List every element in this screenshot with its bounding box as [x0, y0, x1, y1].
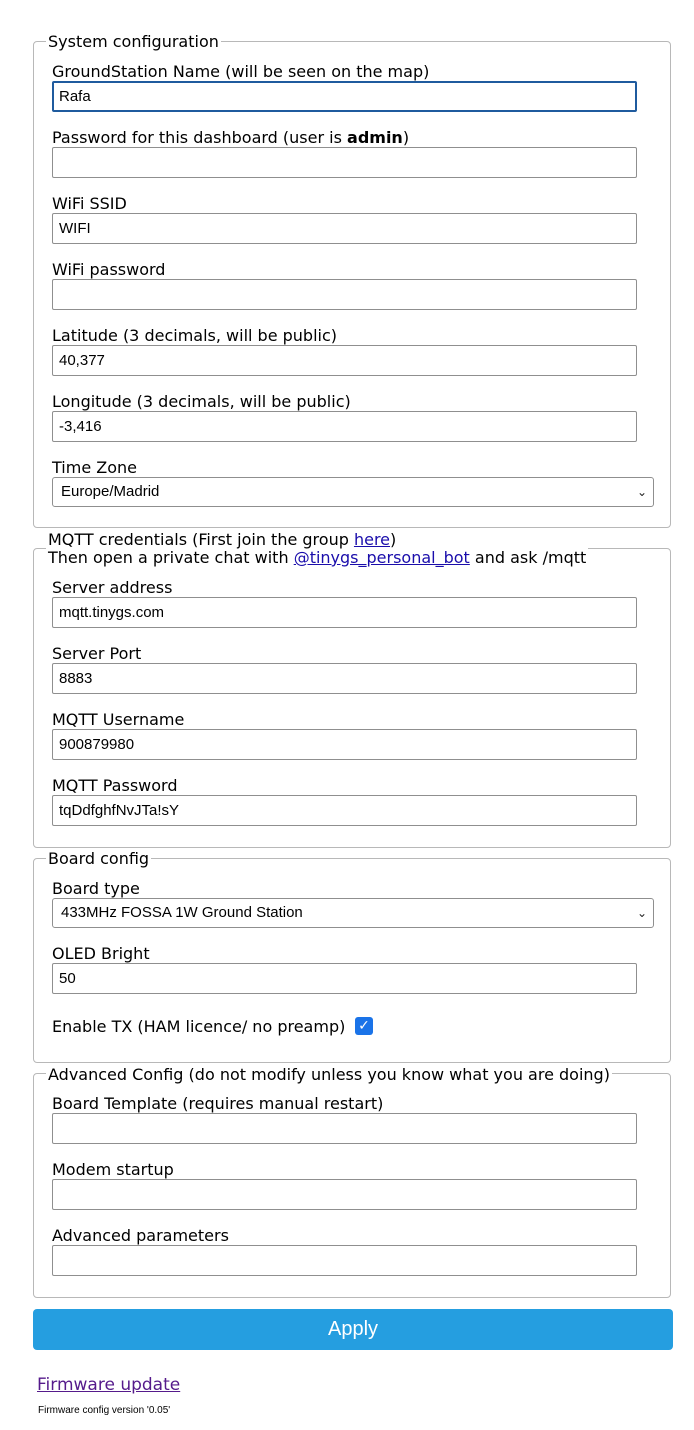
timezone-selected-value: Europe/Madrid	[61, 483, 160, 500]
mqtt-password-input[interactable]	[52, 795, 637, 826]
station-name-label: GroundStation Name (will be seen on the map)	[52, 62, 430, 81]
latitude-label: Latitude (3 decimals, will be public)	[52, 326, 338, 345]
board-type-label: Board type	[52, 879, 140, 898]
oled-bright-label: OLED Bright	[52, 944, 150, 963]
modem-startup-input[interactable]	[52, 1179, 637, 1210]
advanced-config-legend: Advanced Config (do not modify unless you know what you are doing)	[48, 1065, 610, 1084]
timezone-select[interactable]	[52, 477, 654, 507]
latitude-input[interactable]	[52, 345, 637, 376]
server-address-input[interactable]	[52, 597, 637, 628]
mqtt-username-input[interactable]	[52, 729, 637, 760]
chevron-down-icon: ⌄	[636, 906, 647, 920]
mqtt-chat-text: Then open a private chat with	[48, 548, 294, 567]
dashboard-password-label	[52, 129, 409, 147]
telegram-bot-link[interactable]: @tinygs_personal_bot	[293, 548, 470, 567]
enable-tx-checkbox[interactable]	[355, 1017, 373, 1035]
timezone-label: Time Zone	[52, 458, 137, 477]
board-template-label: Board Template (requires manual restart)	[52, 1094, 384, 1113]
station-name-input[interactable]	[52, 81, 637, 112]
dashboard-password-label-prefix: Password for this dashboard (user is	[52, 128, 348, 147]
firmware-config-version: Firmware config version '0.05'	[38, 1405, 171, 1416]
mqtt-legend-close: )	[390, 530, 397, 549]
mqtt-legend	[46, 531, 588, 567]
wifi-ssid-label: WiFi SSID	[52, 194, 127, 213]
mqtt-chat-suffix: and ask /mqtt	[469, 548, 587, 567]
advanced-parameters-label: Advanced parameters	[52, 1226, 229, 1245]
modem-startup-label: Modem startup	[52, 1160, 174, 1179]
advanced-parameters-input[interactable]	[52, 1245, 637, 1276]
system-config-legend: System configuration	[48, 32, 219, 51]
firmware-update-link[interactable]: Firmware update	[37, 1375, 181, 1395]
server-port-input[interactable]	[52, 663, 637, 694]
dashboard-password-input[interactable]	[52, 147, 637, 178]
longitude-input[interactable]	[52, 411, 637, 442]
join-group-link[interactable]: here	[353, 530, 391, 549]
oled-bright-input[interactable]	[52, 963, 637, 994]
mqtt-password-label: MQTT Password	[52, 776, 178, 795]
server-address-label: Server address	[52, 578, 173, 597]
mqtt-legend-text: MQTT credentials (First join the group	[48, 530, 354, 549]
dashboard-password-user: admin	[347, 128, 403, 147]
wifi-password-input[interactable]	[52, 279, 637, 310]
board-template-input[interactable]	[52, 1113, 637, 1144]
mqtt-username-label: MQTT Username	[52, 710, 185, 729]
wifi-ssid-input[interactable]	[52, 213, 637, 244]
dashboard-password-label-suffix: )	[402, 128, 410, 147]
checkmark-icon: ✓	[358, 1018, 370, 1034]
board-config-legend: Board config	[48, 849, 150, 868]
board-type-selected-value: 433MHz FOSSA 1W Ground Station	[61, 904, 303, 921]
wifi-password-label: WiFi password	[52, 260, 166, 279]
server-port-label: Server Port	[52, 644, 142, 663]
enable-tx-label: Enable TX (HAM licence/ no preamp)	[52, 1017, 346, 1036]
longitude-label: Longitude (3 decimals, will be public)	[52, 392, 351, 411]
chevron-down-icon: ⌄	[636, 485, 647, 499]
board-type-select[interactable]	[52, 898, 654, 928]
apply-button[interactable]: Apply	[33, 1309, 673, 1350]
